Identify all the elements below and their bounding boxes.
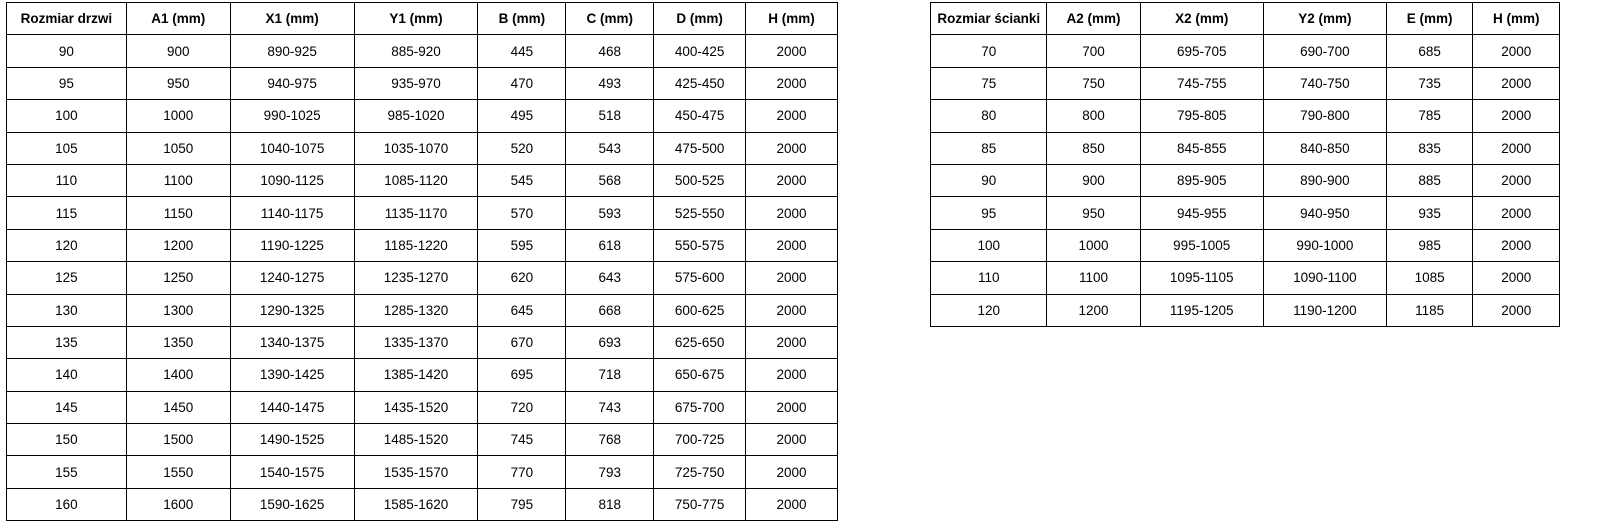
table-cell: 2000 bbox=[746, 391, 838, 423]
table-cell: 105 bbox=[7, 132, 127, 164]
table-cell: 80 bbox=[931, 100, 1047, 132]
table-cell: 2000 bbox=[746, 359, 838, 391]
table-cell: 1485-1520 bbox=[354, 424, 478, 456]
table-cell: 950 bbox=[1047, 197, 1140, 229]
table-cell: 740-750 bbox=[1263, 67, 1386, 99]
table-cell: 795-805 bbox=[1140, 100, 1263, 132]
table-cell: 1285-1320 bbox=[354, 294, 478, 326]
table-cell: 1550 bbox=[126, 456, 230, 488]
table-cell: 790-800 bbox=[1263, 100, 1386, 132]
column-header-d: D (mm) bbox=[654, 3, 746, 35]
table-cell: 1450 bbox=[126, 391, 230, 423]
table-cell: 2000 bbox=[1473, 35, 1560, 67]
column-header-c: C (mm) bbox=[566, 3, 654, 35]
table-cell: 2000 bbox=[746, 229, 838, 261]
table-cell: 1135-1170 bbox=[354, 197, 478, 229]
table-cell: 850 bbox=[1047, 132, 1140, 164]
table-cell: 1095-1105 bbox=[1140, 262, 1263, 294]
table-cell: 2000 bbox=[1473, 67, 1560, 99]
table-cell: 1540-1575 bbox=[230, 456, 354, 488]
table-cell: 1435-1520 bbox=[354, 391, 478, 423]
table-cell: 985-1020 bbox=[354, 100, 478, 132]
table-cell: 400-425 bbox=[654, 35, 746, 67]
column-header-y2: Y2 (mm) bbox=[1263, 3, 1386, 35]
table-row bbox=[931, 262, 1560, 294]
table-cell: 643 bbox=[566, 262, 654, 294]
table-cell: 890-900 bbox=[1263, 164, 1386, 196]
table-cell: 145 bbox=[7, 391, 127, 423]
table-cell: 745-755 bbox=[1140, 67, 1263, 99]
table-cell: 140 bbox=[7, 359, 127, 391]
table-cell: 90 bbox=[931, 164, 1047, 196]
table-cell: 2000 bbox=[1473, 197, 1560, 229]
table-cell: 95 bbox=[7, 67, 127, 99]
table-cell: 1200 bbox=[1047, 294, 1140, 326]
table-cell: 768 bbox=[566, 424, 654, 456]
walls-dimensions-table bbox=[930, 2, 1560, 327]
table-row bbox=[7, 197, 838, 229]
table-cell: 1000 bbox=[126, 100, 230, 132]
table-cell: 470 bbox=[478, 67, 566, 99]
table-cell: 2000 bbox=[746, 262, 838, 294]
table-cell: 1600 bbox=[126, 488, 230, 520]
table-row bbox=[7, 229, 838, 261]
table-cell: 895-905 bbox=[1140, 164, 1263, 196]
table-cell: 1240-1275 bbox=[230, 262, 354, 294]
table-row bbox=[7, 100, 838, 132]
table-cell: 2000 bbox=[746, 197, 838, 229]
table-cell: 135 bbox=[7, 326, 127, 358]
column-header-b: B (mm) bbox=[478, 3, 566, 35]
table-cell: 940-975 bbox=[230, 67, 354, 99]
table-cell: 1340-1375 bbox=[230, 326, 354, 358]
table-cell: 95 bbox=[931, 197, 1047, 229]
table-cell: 2000 bbox=[746, 456, 838, 488]
table-cell: 1200 bbox=[126, 229, 230, 261]
column-header-a1: A1 (mm) bbox=[126, 3, 230, 35]
table-cell: 1150 bbox=[126, 197, 230, 229]
table-cell: 618 bbox=[566, 229, 654, 261]
walls-table-body bbox=[931, 35, 1560, 327]
table-cell: 718 bbox=[566, 359, 654, 391]
table-cell: 845-855 bbox=[1140, 132, 1263, 164]
table-cell: 2000 bbox=[1473, 262, 1560, 294]
table-cell: 445 bbox=[478, 35, 566, 67]
table-cell: 935 bbox=[1386, 197, 1473, 229]
table-row bbox=[7, 488, 838, 520]
column-header-y1: Y1 (mm) bbox=[354, 3, 478, 35]
table-row bbox=[931, 164, 1560, 196]
table-cell: 885-920 bbox=[354, 35, 478, 67]
table-cell: 568 bbox=[566, 164, 654, 196]
table-cell: 690-700 bbox=[1263, 35, 1386, 67]
walls-dimensions-table-container bbox=[930, 2, 1560, 327]
table-cell: 120 bbox=[7, 229, 127, 261]
walls-table-head bbox=[931, 3, 1560, 35]
table-cell: 600-625 bbox=[654, 294, 746, 326]
table-cell: 2000 bbox=[1473, 164, 1560, 196]
table-cell: 1490-1525 bbox=[230, 424, 354, 456]
table-cell: 745 bbox=[478, 424, 566, 456]
table-cell: 2000 bbox=[1473, 100, 1560, 132]
doors-table-head bbox=[7, 3, 838, 35]
table-cell: 695 bbox=[478, 359, 566, 391]
column-header-x1: X1 (mm) bbox=[230, 3, 354, 35]
table-cell: 1100 bbox=[1047, 262, 1140, 294]
table-cell: 545 bbox=[478, 164, 566, 196]
table-cell: 800 bbox=[1047, 100, 1140, 132]
table-cell: 750 bbox=[1047, 67, 1140, 99]
table-cell: 1590-1625 bbox=[230, 488, 354, 520]
table-cell: 595 bbox=[478, 229, 566, 261]
table-cell: 575-600 bbox=[654, 262, 746, 294]
table-row bbox=[7, 262, 838, 294]
table-cell: 550-575 bbox=[654, 229, 746, 261]
table-cell: 1085-1120 bbox=[354, 164, 478, 196]
column-header-h: H (mm) bbox=[746, 3, 838, 35]
table-cell: 935-970 bbox=[354, 67, 478, 99]
column-header-x2: X2 (mm) bbox=[1140, 3, 1263, 35]
table-cell: 1000 bbox=[1047, 229, 1140, 261]
table-header-row bbox=[7, 3, 838, 35]
table-cell: 155 bbox=[7, 456, 127, 488]
column-header-rozmiar-drzwi: Rozmiar drzwi bbox=[7, 3, 127, 35]
table-cell: 1190-1225 bbox=[230, 229, 354, 261]
doors-dimensions-table bbox=[6, 2, 838, 521]
table-row bbox=[7, 132, 838, 164]
table-cell: 543 bbox=[566, 132, 654, 164]
table-cell: 500-525 bbox=[654, 164, 746, 196]
table-cell: 120 bbox=[931, 294, 1047, 326]
table-cell: 593 bbox=[566, 197, 654, 229]
table-cell: 2000 bbox=[746, 132, 838, 164]
table-cell: 1500 bbox=[126, 424, 230, 456]
table-cell: 945-955 bbox=[1140, 197, 1263, 229]
column-header-e: E (mm) bbox=[1386, 3, 1473, 35]
table-cell: 115 bbox=[7, 197, 127, 229]
table-cell: 670 bbox=[478, 326, 566, 358]
table-cell: 1185-1220 bbox=[354, 229, 478, 261]
table-cell: 1585-1620 bbox=[354, 488, 478, 520]
table-row bbox=[931, 294, 1560, 326]
table-cell: 940-950 bbox=[1263, 197, 1386, 229]
table-cell: 1535-1570 bbox=[354, 456, 478, 488]
table-cell: 468 bbox=[566, 35, 654, 67]
table-cell: 2000 bbox=[746, 424, 838, 456]
table-cell: 620 bbox=[478, 262, 566, 294]
table-cell: 990-1000 bbox=[1263, 229, 1386, 261]
table-cell: 1195-1205 bbox=[1140, 294, 1263, 326]
table-cell: 785 bbox=[1386, 100, 1473, 132]
table-cell: 1050 bbox=[126, 132, 230, 164]
table-cell: 150 bbox=[7, 424, 127, 456]
table-cell: 2000 bbox=[746, 164, 838, 196]
table-cell: 70 bbox=[931, 35, 1047, 67]
doors-table-body bbox=[7, 35, 838, 521]
table-cell: 1390-1425 bbox=[230, 359, 354, 391]
table-cell: 650-675 bbox=[654, 359, 746, 391]
table-cell: 110 bbox=[7, 164, 127, 196]
table-cell: 2000 bbox=[746, 67, 838, 99]
table-cell: 695-705 bbox=[1140, 35, 1263, 67]
table-cell: 525-550 bbox=[654, 197, 746, 229]
table-cell: 125 bbox=[7, 262, 127, 294]
table-cell: 795 bbox=[478, 488, 566, 520]
table-cell: 835 bbox=[1386, 132, 1473, 164]
column-header-h: H (mm) bbox=[1473, 3, 1560, 35]
table-cell: 1235-1270 bbox=[354, 262, 478, 294]
table-cell: 2000 bbox=[746, 294, 838, 326]
table-cell: 668 bbox=[566, 294, 654, 326]
table-cell: 900 bbox=[1047, 164, 1140, 196]
table-cell: 90 bbox=[7, 35, 127, 67]
table-cell: 625-650 bbox=[654, 326, 746, 358]
table-row bbox=[931, 132, 1560, 164]
table-cell: 1035-1070 bbox=[354, 132, 478, 164]
table-cell: 1190-1200 bbox=[1263, 294, 1386, 326]
table-cell: 1440-1475 bbox=[230, 391, 354, 423]
table-cell: 495 bbox=[478, 100, 566, 132]
table-row bbox=[7, 456, 838, 488]
table-cell: 100 bbox=[931, 229, 1047, 261]
column-header-a2: A2 (mm) bbox=[1047, 3, 1140, 35]
table-row bbox=[7, 164, 838, 196]
table-cell: 990-1025 bbox=[230, 100, 354, 132]
table-cell: 885 bbox=[1386, 164, 1473, 196]
table-cell: 743 bbox=[566, 391, 654, 423]
table-row bbox=[7, 326, 838, 358]
table-row bbox=[931, 197, 1560, 229]
table-cell: 840-850 bbox=[1263, 132, 1386, 164]
table-cell: 2000 bbox=[746, 100, 838, 132]
table-cell: 985 bbox=[1386, 229, 1473, 261]
table-cell: 1400 bbox=[126, 359, 230, 391]
table-row bbox=[7, 424, 838, 456]
table-cell: 725-750 bbox=[654, 456, 746, 488]
table-cell: 770 bbox=[478, 456, 566, 488]
table-cell: 2000 bbox=[746, 488, 838, 520]
table-cell: 518 bbox=[566, 100, 654, 132]
table-cell: 675-700 bbox=[654, 391, 746, 423]
table-cell: 1300 bbox=[126, 294, 230, 326]
table-cell: 130 bbox=[7, 294, 127, 326]
table-cell: 75 bbox=[931, 67, 1047, 99]
table-cell: 700 bbox=[1047, 35, 1140, 67]
table-cell: 1140-1175 bbox=[230, 197, 354, 229]
table-cell: 2000 bbox=[1473, 294, 1560, 326]
table-cell: 1085 bbox=[1386, 262, 1473, 294]
table-row bbox=[7, 359, 838, 391]
table-cell: 100 bbox=[7, 100, 127, 132]
table-cell: 700-725 bbox=[654, 424, 746, 456]
table-cell: 570 bbox=[478, 197, 566, 229]
table-cell: 2000 bbox=[746, 326, 838, 358]
table-cell: 693 bbox=[566, 326, 654, 358]
table-cell: 425-450 bbox=[654, 67, 746, 99]
table-cell: 493 bbox=[566, 67, 654, 99]
table-cell: 475-500 bbox=[654, 132, 746, 164]
table-row bbox=[931, 229, 1560, 261]
table-cell: 995-1005 bbox=[1140, 229, 1263, 261]
table-cell: 818 bbox=[566, 488, 654, 520]
table-row bbox=[7, 391, 838, 423]
table-cell: 2000 bbox=[746, 35, 838, 67]
table-cell: 1100 bbox=[126, 164, 230, 196]
table-cell: 890-925 bbox=[230, 35, 354, 67]
table-cell: 750-775 bbox=[654, 488, 746, 520]
table-cell: 1335-1370 bbox=[354, 326, 478, 358]
table-cell: 1385-1420 bbox=[354, 359, 478, 391]
table-header-row bbox=[931, 3, 1560, 35]
table-cell: 110 bbox=[931, 262, 1047, 294]
table-cell: 2000 bbox=[1473, 132, 1560, 164]
table-cell: 1090-1125 bbox=[230, 164, 354, 196]
column-header-rozmiar-scianki: Rozmiar ścianki bbox=[931, 3, 1047, 35]
table-cell: 950 bbox=[126, 67, 230, 99]
table-cell: 2000 bbox=[1473, 229, 1560, 261]
table-cell: 1090-1100 bbox=[1263, 262, 1386, 294]
table-cell: 793 bbox=[566, 456, 654, 488]
doors-dimensions-table-container bbox=[6, 2, 838, 521]
table-cell: 1290-1325 bbox=[230, 294, 354, 326]
table-cell: 645 bbox=[478, 294, 566, 326]
table-row bbox=[931, 100, 1560, 132]
table-cell: 1040-1075 bbox=[230, 132, 354, 164]
table-row bbox=[931, 35, 1560, 67]
table-cell: 520 bbox=[478, 132, 566, 164]
table-cell: 685 bbox=[1386, 35, 1473, 67]
table-cell: 900 bbox=[126, 35, 230, 67]
table-row bbox=[7, 294, 838, 326]
table-cell: 735 bbox=[1386, 67, 1473, 99]
table-cell: 1250 bbox=[126, 262, 230, 294]
table-cell: 1350 bbox=[126, 326, 230, 358]
table-row bbox=[931, 67, 1560, 99]
table-cell: 720 bbox=[478, 391, 566, 423]
table-cell: 85 bbox=[931, 132, 1047, 164]
table-row bbox=[7, 67, 838, 99]
table-row bbox=[7, 35, 838, 67]
table-cell: 1185 bbox=[1386, 294, 1473, 326]
table-cell: 160 bbox=[7, 488, 127, 520]
table-cell: 450-475 bbox=[654, 100, 746, 132]
